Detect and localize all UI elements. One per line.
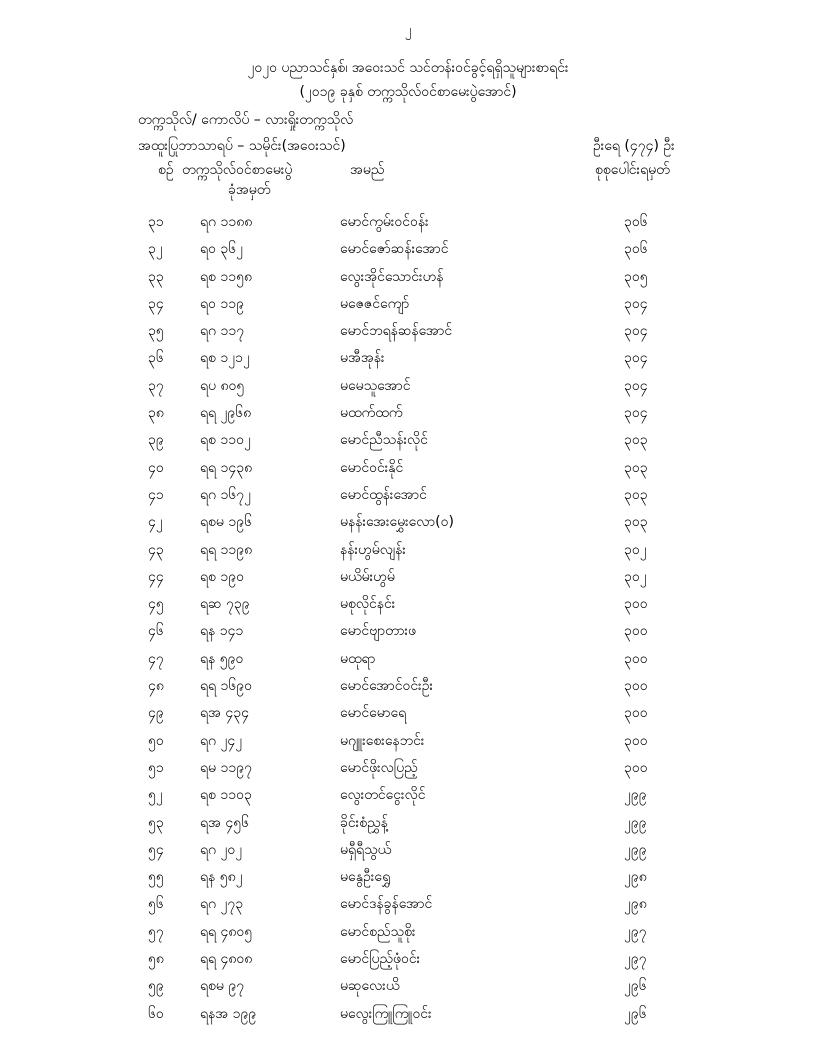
- student-name: မောင်ဝင်းနိုင်: [340, 459, 404, 476]
- row-number: ၃၈: [148, 405, 164, 422]
- roll-number: ရရ ၄၈၀၈: [200, 951, 253, 968]
- row-number: ၆၀: [148, 1005, 164, 1022]
- table-row: [0, 703, 816, 730]
- table-row: [0, 348, 816, 375]
- student-name: မယိမ်းဟွမ်: [340, 568, 395, 585]
- student-name: မထုရာ: [340, 650, 376, 667]
- table-row: [0, 267, 816, 294]
- total-marks: ၃၀၄: [624, 295, 648, 312]
- total-marks: ၃၀၄: [624, 323, 648, 340]
- table-row: [0, 430, 816, 457]
- row-number: ၃၂: [148, 241, 163, 258]
- row-number: ၃၆: [148, 350, 164, 367]
- table-row: [0, 403, 816, 430]
- row-number: ၅၁: [148, 759, 164, 776]
- table-row: [0, 676, 816, 703]
- row-number: ၅၂: [148, 787, 163, 804]
- row-number: ၅၉: [148, 978, 164, 995]
- row-number: ၄၁: [148, 486, 164, 503]
- total-marks: ၂၉၉: [624, 841, 647, 858]
- total-marks: ၂၉၈: [624, 869, 647, 886]
- total-marks: ၂၉၆: [624, 1005, 647, 1022]
- roll-number: ရန ၅၉၀: [200, 650, 244, 667]
- row-number: ၄၉: [148, 705, 164, 722]
- total-marks: ၂၉၉: [624, 787, 647, 804]
- student-name: မောင်ပြည့်ဖုံဝင်း: [340, 951, 421, 968]
- student-name: မဇေဇင်ကျော်: [340, 295, 410, 312]
- roll-number: ရပ ၈၀၅: [200, 377, 245, 394]
- total-marks: ၃၀၅: [624, 268, 648, 285]
- row-number: ၅၆: [148, 896, 164, 913]
- total-marks: ၃၀၃: [624, 432, 648, 449]
- roll-number: ရဂ ၁၁၇: [200, 323, 245, 340]
- total-marks: ၃၀၂: [624, 541, 647, 558]
- table-row: [0, 785, 816, 812]
- table-row: [0, 758, 816, 785]
- row-number: ၃၉: [148, 432, 164, 449]
- roll-number: ရစ ၁၁၀၂: [200, 432, 251, 449]
- roll-number: ရရ ၁၆၉၀: [200, 678, 253, 695]
- student-name: မအီအုန်း: [340, 350, 385, 367]
- student-name: မောင်ထွန်းအောင်: [340, 486, 427, 503]
- roll-number: ရဂ ၂၄၂: [200, 732, 243, 749]
- total-marks: ၃၀၀: [624, 623, 648, 640]
- student-name: မဆုလေးယိ: [340, 978, 400, 995]
- total-marks: ၃၀၀: [624, 759, 648, 776]
- roll-number: ရအ ၄၅၆: [200, 814, 249, 831]
- student-name: မောင်အောင်ဝင်းဦး: [340, 678, 434, 695]
- table-row: [0, 294, 816, 321]
- table-row: [0, 894, 816, 921]
- total-marks: ၂၉၇: [624, 951, 647, 968]
- table-row: [0, 949, 816, 976]
- roll-number: ရစမ ၉၇: [200, 978, 245, 995]
- table-row: [0, 567, 816, 594]
- row-number: ၄၇: [148, 650, 164, 667]
- roll-number: ရရ ၁၁၉၈: [200, 541, 253, 558]
- roll-number: ရဂ ၁၁၈၈: [200, 214, 253, 230]
- student-name: မဂျူးစေးနေဘင်း: [340, 732, 425, 749]
- student-name: မောင်စည်သူစိုး: [340, 923, 416, 940]
- total-marks: ၃၀၀: [624, 678, 648, 695]
- table-row: [0, 540, 816, 567]
- column-header-marks: စုစုပေါင်းရမှတ်: [595, 162, 670, 178]
- total-marks: ၃၀၀: [624, 705, 648, 722]
- total-marks: ၃၀၀: [624, 596, 648, 613]
- page-number: ၂: [404, 23, 412, 38]
- row-number: ၃၄: [148, 295, 164, 312]
- student-name: နန်းဟွမ်လျန်း: [340, 541, 406, 558]
- total-marks: ၃၀၂: [624, 568, 647, 585]
- row-number: ၄၂: [148, 514, 163, 531]
- roll-number: ရစ ၁၉၀: [200, 568, 244, 585]
- table-row: [0, 1004, 816, 1031]
- row-number: ၅၅: [148, 869, 164, 886]
- row-number: ၄၅: [148, 596, 164, 613]
- student-name: မထက်ထက်: [340, 405, 403, 422]
- student-name: မောင်ကွမ်းဝင်ဝန်း: [340, 214, 429, 230]
- total-marks: ၂၉၆: [624, 978, 647, 995]
- roll-number: ရရ ၂၉၆၈: [200, 405, 252, 422]
- table-row: [0, 512, 816, 539]
- total-marks: ၃၀၃: [624, 514, 648, 531]
- student-name: မောင်ဖိုးလပြည့်: [340, 759, 418, 776]
- student-name: မနွေဦးရွှေ: [340, 869, 391, 886]
- total-marks: ၃၀၆: [624, 214, 648, 230]
- student-name: မောင်ညီသန်းလိုင်: [340, 432, 428, 449]
- total-marks: ၃၀၃: [624, 486, 648, 503]
- table-row: [0, 813, 816, 840]
- roll-number: ရစ ၁၁၀၃: [200, 787, 252, 804]
- document-subtitle: (၂၀၁၉ ခုနှစ် တက္ကသိုလ်ဝင်စာမေးပွဲအောင်): [299, 84, 517, 100]
- roll-number: ရဝ ၃၆၂: [200, 241, 243, 258]
- student-name: မလွေးကြူကြူဝင်း: [340, 1005, 432, 1022]
- table-row: [0, 922, 816, 949]
- table-row: [0, 458, 816, 485]
- table-row: [0, 321, 816, 348]
- row-number: ၅၀: [148, 732, 164, 749]
- row-number: ၅၈: [148, 951, 164, 968]
- row-number: ၃၃: [148, 268, 164, 285]
- roll-number: ရန ၅၈၂: [200, 869, 243, 886]
- document-title: ၂၀၂၀ ပညာသင်နှစ်၊ အဝေးသင် သင်တန်းဝင်ခွင့်ရရှိသူများစာရင်း: [247, 60, 569, 76]
- student-list: [0, 212, 816, 1031]
- table-row: [0, 239, 816, 266]
- roll-number: ရအ ၄၃၄: [200, 705, 249, 722]
- table-row: [0, 840, 816, 867]
- table-row: [0, 649, 816, 676]
- roll-number: ရဂ ၂၀၂: [200, 841, 243, 858]
- roll-number: ရရ ၄၈၀၅: [200, 923, 253, 940]
- roll-number: ရန ၁၄၁: [200, 623, 244, 640]
- total-marks: ၂၉၇: [624, 923, 647, 940]
- row-number: ၄၆: [148, 623, 164, 640]
- roll-number: ရနအ ၁၉၉: [200, 1005, 257, 1022]
- student-name: မရှီရီသွယ်: [340, 841, 392, 858]
- student-name: မောင်ဘရန်ဆန်အောင်: [340, 323, 453, 340]
- student-name: လွေးတင်ငွေးလိုင်: [340, 787, 426, 804]
- roll-number: ရဆ ၇၃၉: [200, 596, 250, 613]
- table-row: [0, 731, 816, 758]
- student-name: ခိုင်းစံညွှန့်: [340, 814, 388, 831]
- student-name: မောင်မောရေ: [340, 705, 407, 722]
- roll-number: ရစမ ၁၉၆: [200, 514, 252, 531]
- total-count: ဦးရေ (၄၇၄) ဦး: [593, 138, 675, 154]
- table-row: [0, 621, 816, 648]
- row-number: ၄၀: [148, 459, 164, 476]
- table-row: [0, 485, 816, 512]
- column-header-name: အမည်: [350, 162, 385, 178]
- row-number: ၅၄: [148, 841, 164, 858]
- row-number: ၅၃: [148, 814, 164, 831]
- university-line: တက္ကသိုလ်/ ကောလိပ် – လားရှိုးတက္ကသိုလ်: [138, 112, 354, 128]
- roll-number: ရစ ၁၂၁၂: [200, 350, 250, 367]
- table-row: [0, 976, 816, 1003]
- student-name: မောင်ဗျာတားဖ: [340, 623, 417, 640]
- row-number: ၃၇: [148, 377, 164, 394]
- student-name: မောင်ဒန်ခွန်အောင်: [340, 896, 433, 913]
- total-marks: ၃၀၃: [624, 459, 648, 476]
- total-marks: ၂၉၉: [624, 814, 647, 831]
- total-marks: ၃၀၄: [624, 350, 648, 367]
- column-header-roll: တက္ကသိုလ်ဝင်စာမေးပွဲ: [182, 162, 293, 178]
- roll-number: ရရ ၁၄၃၈: [200, 459, 253, 476]
- column-header-roll-line2: ခုံအမှတ်: [228, 182, 271, 198]
- row-number: ၄၄: [148, 568, 164, 585]
- table-row: [0, 376, 816, 403]
- student-name: မမေသူအောင်: [340, 377, 411, 394]
- total-marks: ၃၀၀: [624, 732, 648, 749]
- student-name: မောင်ဇော်ဆန်းအောင်: [340, 241, 449, 258]
- row-number: ၃၁: [148, 214, 164, 230]
- student-name: မစုလိုင်နင်း: [340, 596, 396, 613]
- row-number: ၄၈: [148, 678, 164, 695]
- total-marks: ၃၀၄: [624, 405, 648, 422]
- table-row: [0, 594, 816, 621]
- roll-number: ရစ ၁၁၅၈: [200, 268, 252, 285]
- roll-number: ရဝ ၁၁၉: [200, 295, 244, 312]
- roll-number: ရမ ၁၁၉၇: [200, 759, 252, 776]
- roll-number: ရဂ ၁၆၇၂: [200, 486, 251, 503]
- student-name: လွေးအိုင်သောင်းဟန်: [340, 268, 444, 285]
- table-row: [0, 867, 816, 894]
- specialization-line: အထူးပြုဘာသာရပ် – သမိုင်း(အဝေးသင်): [138, 138, 346, 154]
- row-number: ၃၅: [148, 323, 164, 340]
- column-header-no: စဉ်: [158, 162, 174, 178]
- total-marks: ၂၉၈: [624, 896, 647, 913]
- roll-number: ရဂ ၂၇၃: [200, 896, 244, 913]
- row-number: ၄၃: [148, 541, 164, 558]
- table-row: [0, 212, 816, 239]
- row-number: ၅၇: [148, 923, 164, 940]
- total-marks: ၃၀၆: [624, 241, 648, 258]
- total-marks: ၃၀၀: [624, 650, 648, 667]
- student-name: မနန်းအေးမွှေးလော(ဝ): [340, 514, 454, 531]
- total-marks: ၃၀၄: [624, 377, 648, 394]
